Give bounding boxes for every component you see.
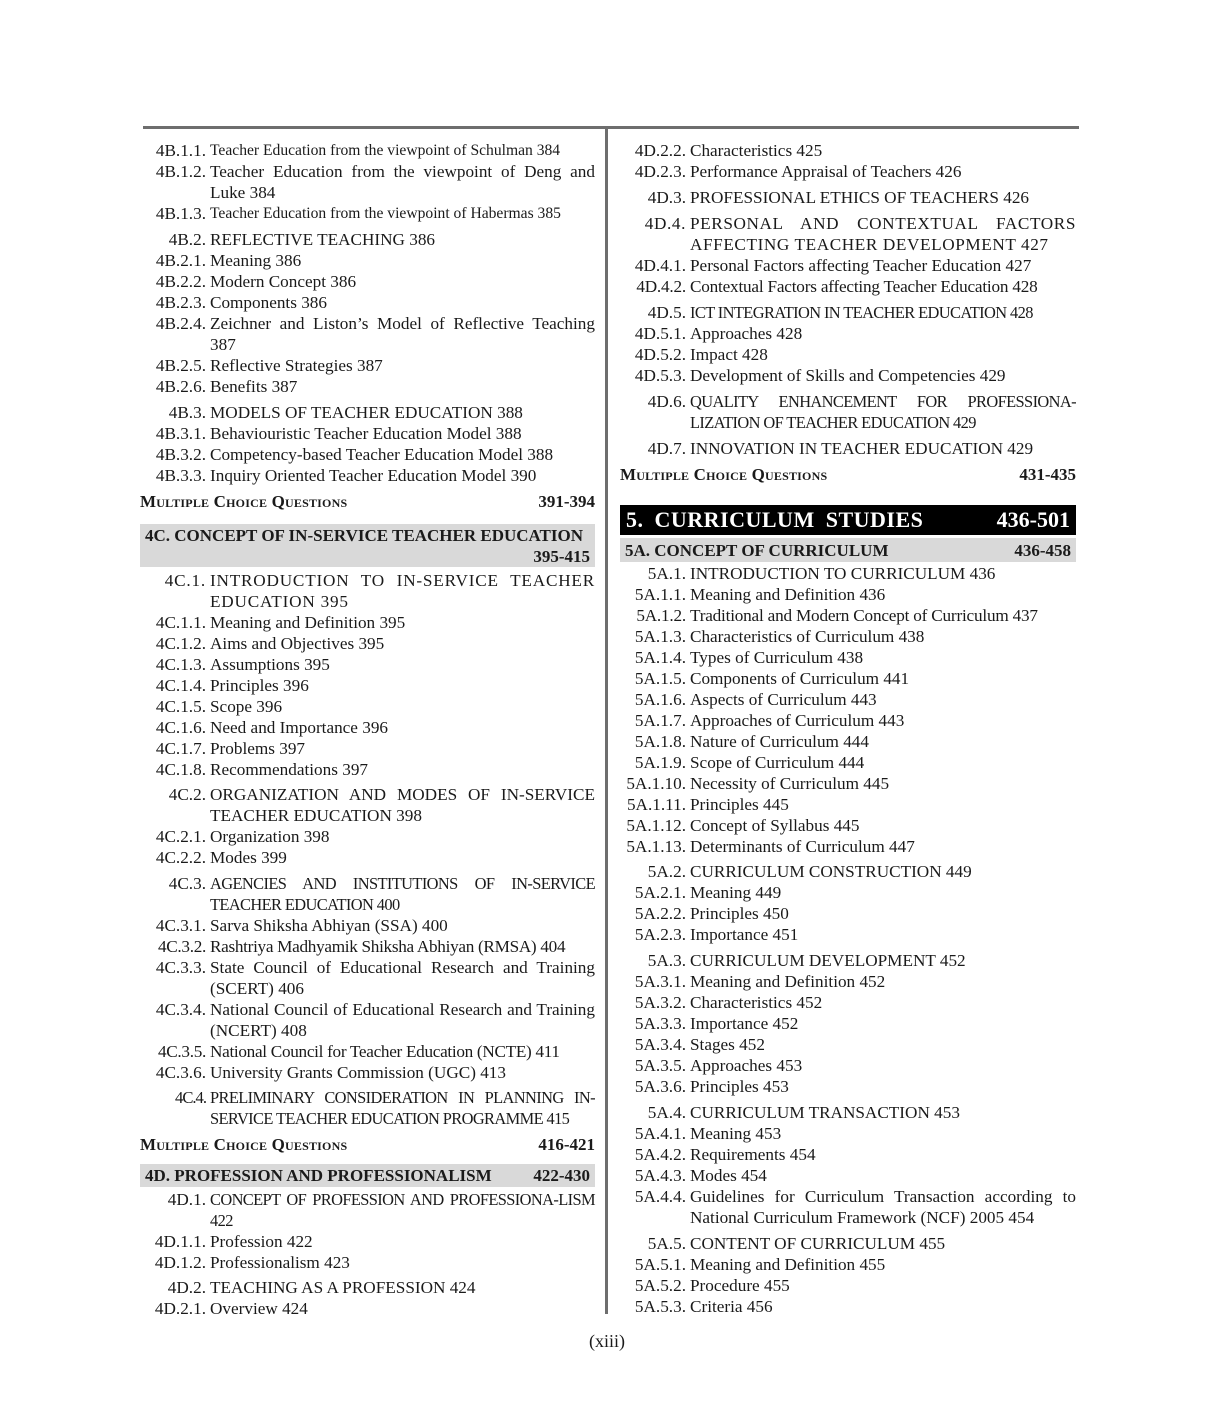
mcq-entry[interactable] <box>140 1134 595 1156</box>
section-heading-5a[interactable]: 5A. CONCEPT OF CURRICULUM 436-458 <box>620 538 1076 562</box>
mcq-pages: 416-421 <box>538 1135 595 1154</box>
column-divider <box>605 128 608 1314</box>
page-number: (xiii) <box>589 1331 625 1351</box>
mcq-pages: 431-435 <box>1019 465 1076 484</box>
chapter-heading-5[interactable]: 5. CURRICULUM STUDIES 436-501 <box>620 505 1076 535</box>
mcq-label: Multiple Choice Questions <box>140 1135 348 1154</box>
mcq-entry[interactable] <box>140 491 595 513</box>
section-heading-4d[interactable]: 4D. PROFESSION AND PROFESSIONALISM 422-430 <box>140 1164 595 1187</box>
section-heading-4c[interactable]: 4C. CONCEPT OF IN-SERVICE TEACHER EDUCATION 395-415 <box>140 524 595 567</box>
top-rule <box>143 126 1079 129</box>
mcq-pages: 391-394 <box>538 492 595 511</box>
mcq-label: Multiple Choice Questions <box>140 492 348 511</box>
mcq-entry[interactable] <box>620 464 1076 486</box>
mcq-label: Multiple Choice Questions <box>620 465 828 484</box>
